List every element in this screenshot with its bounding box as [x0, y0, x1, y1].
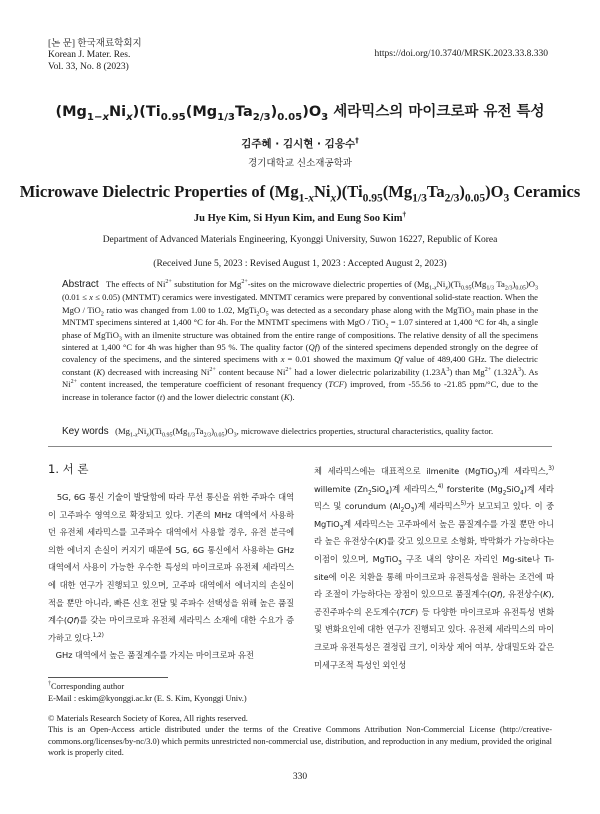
body-left-column [48, 489, 294, 665]
footnote [48, 681, 552, 704]
keywords-label: Key words [62, 426, 109, 437]
english-title: Microwave Dielectric Properties of $(Mg_{1-x}Ni_x)(Ti_{0.95}(Mg_{1/3}Ta_{2/3})_{0.05})O_3$ Ceramics [19, 182, 581, 205]
author-email: E-Mail : eskim@kyonggi.ac.kr (E. S. Kim, Kyonggi Univ.) [48, 693, 247, 703]
journal-name-english: Korean J. Mater. Res. [48, 50, 131, 61]
paragraph: 체 세라믹스에는 대표적으로 ilmenite (MgTiO$_3$)계 세라믹스,$^{3)}$ willemite $(Zn_2SiO_4)$계 세라믹스,$^{4)}$ forsterite $(Mg_2SiO_4)$계 세라믹스 및 corundum $(Al_2O_3)$계 세라믹스$^{5)}$가 보고되고 있다. 이 중 MgTiO$_3$계 세라믹스는 고주파에서 높은 품질계수를 가질 뿐만 아니라 높은 유전상수(K)를 갖고 있으므로 소형화, 박막화가 가능하다는 이점이 있으며, MgTiO$_3$ 구조 내의 양이온 자리인 Mg-site나 Ti-site에 이온 치환을 통해 마이크로파 유전특성을 원하는 조건에 따라 조절이 가능하다는 장점이 있으므로 품질계수(Qf), 유전상수(K), 공진주파수의 온도계수(TCF) 등 다양한 마이크로파 유전특성 변화 및 변화요인에 대한 연구가 진행되고 있다. 유전체 세라믹스의 마이크로파 유전특성은 결정립 크기, 이차상 제어 여부, 상대밀도와 같은 미세구조적 특성인 외인성 [314, 466, 555, 670]
journal-name-korean: [논 문] 한국재료학회지 [48, 39, 142, 49]
english-authors: Ju Hye Kim, Si Hyun Kim, and Eung Soo Kim† [193, 209, 407, 224]
journal-header [48, 39, 142, 73]
body-right-column [314, 463, 554, 674]
section-title: 1. 서 론 [48, 462, 89, 476]
doi-link[interactable]: https://doi.org/10.3740/MRSK.2023.33.8.330 [374, 49, 548, 59]
keywords: Key words $(Mg_{1-x}Ni_x)(Ti_{0.95}(Mg_{1/3}Ta_{2/3})_{0.05})O_3$, microwave dielectrics properties, structural characteristics, quality factor. [62, 426, 494, 439]
corresponding-author: †Corresponding author [48, 681, 125, 691]
korean-affiliation: 경기대학교 신소재공학과 [248, 158, 352, 169]
page-number: 330 [292, 772, 308, 782]
license-text: This is an Open-Access article distributed under the terms of the Creative Commons Attribution Non-Commercial License (http://creative-commons.org/licenses/by-nc/3.0) which permits unrestricted non-commercial use, distribution, and reproduction in any medium, provided the original work is properly cited. [48, 725, 552, 757]
paragraph: 5G, 6G 통신 기술이 발달함에 따라 무선 통신을 위한 주파수 대역이 고주파수 영역으로 확장되고 있다. 기존의 MHz 대역에서 사용하던 유전체 세라믹스를 고주파수 대역에서 사용할 경우, 유전 분극에 의한 에너지 손실이 커지기 때문에 5G, 6G 통신에서 사용하는 GHz 대역에서 사용이 가능한 우수한 특성의 마이크로파 유전체 세라믹스에 대한 연구가 진행되고 있으며, 고주파 대역에서 에너지의 손실이 적을 뿐만 아니라, 빠른 신호 전달 및 주파수 선택성을 위해 높은 품질계수(Qf)를 갖는 마이크로파 유전체 세라믹스 소재에 대한 수요가 증가하고 있다.$^{1,2)}$ [48, 492, 294, 643]
abstract: Abstract The effects of $Ni^{2+}$ substitution for $Mg^{2+}$-sites on the microwave dielectric properties of $(Mg_{1-x}Ni_x)(Ti_{0.95}(Mg_{1/3}$ $Ta_{2/3})_{0.05})O_3$ (0.01 ≤ x ≤ 0.05) (MNTMT) ceramics were investigated. MNTMT ceramics were prepared by conventional solid-state reaction. When the MgO / TiO$_2$ ratio was changed from 1.00 to 1.02, $MgTi_2O_5$ was detected as a secondary phase along with the MgTiO$_3$ main phase in the MNTMT specimens sintered at 1,400 °C for 4h. For the MNTMT specimens with MgO / TiO$_2$ = 1.07 sintered at 1,400 °C for 4h, a single phase of MgTiO$_3$ with an ilmenite structure was obtained from the entire range of compositions. The relative density of all the specimens sintered at 1,400 °C for 4h was higher than 95 %. The quality factor (Qf) of the sintered specimens depended strongly on the degree of covalency of the specimens, and the sintered specimens with x = 0.01 showed the maximum Qf value of 489,400 GHz. The dielectric constant (K) decreased with increasing $Ni^{2+}$ content because $Ni^{2+}$ had a lower dielectric polarizability $(1.23Å^3)$ than $Mg^{2+}$ $(1.32Å^3)$. As $Ni^{2+}$ content increased, the temperature coefficient of resonant frequency (TCF) improved, from -55.56 to -21.85 ppm/°C, due to the increase in tolerance factor (t) and the lower dielectric constant (K). [62, 279, 539, 402]
abstract-label: Abstract [62, 279, 99, 290]
korean-title-text: 세라믹스의 마이크로파 유전 특성 [328, 104, 545, 120]
received-dates: (Received June 5, 2023 : Revised August 1, 2023 : Accepted August 2, 2023) [153, 259, 447, 269]
copyright-notice: © Materials Research Society of Korea, All rights reserved. [48, 714, 248, 723]
journal-volume: Vol. 33, No. 8 (2023) [48, 61, 129, 72]
copyright [48, 713, 552, 758]
footnote-rule [48, 677, 168, 678]
korean-authors: 김주혜 · 김시현 · 김응수† [241, 135, 359, 150]
paragraph: GHz 대역에서 높은 품질계수를 가지는 마이크로파 유전 [48, 650, 254, 661]
english-affiliation: Department of Advanced Materials Engineering, Kyonggi University, Suwon 16227, Republic of Korea [102, 235, 498, 245]
divider [48, 446, 552, 447]
korean-title: $(Mg_{1-x}Ni_x)(Ti_{0.95}(Mg_{1/3}Ta_{2/3})_{0.05})O_3$ 세라믹스의 마이크로파 유전 특성 [55, 104, 545, 123]
